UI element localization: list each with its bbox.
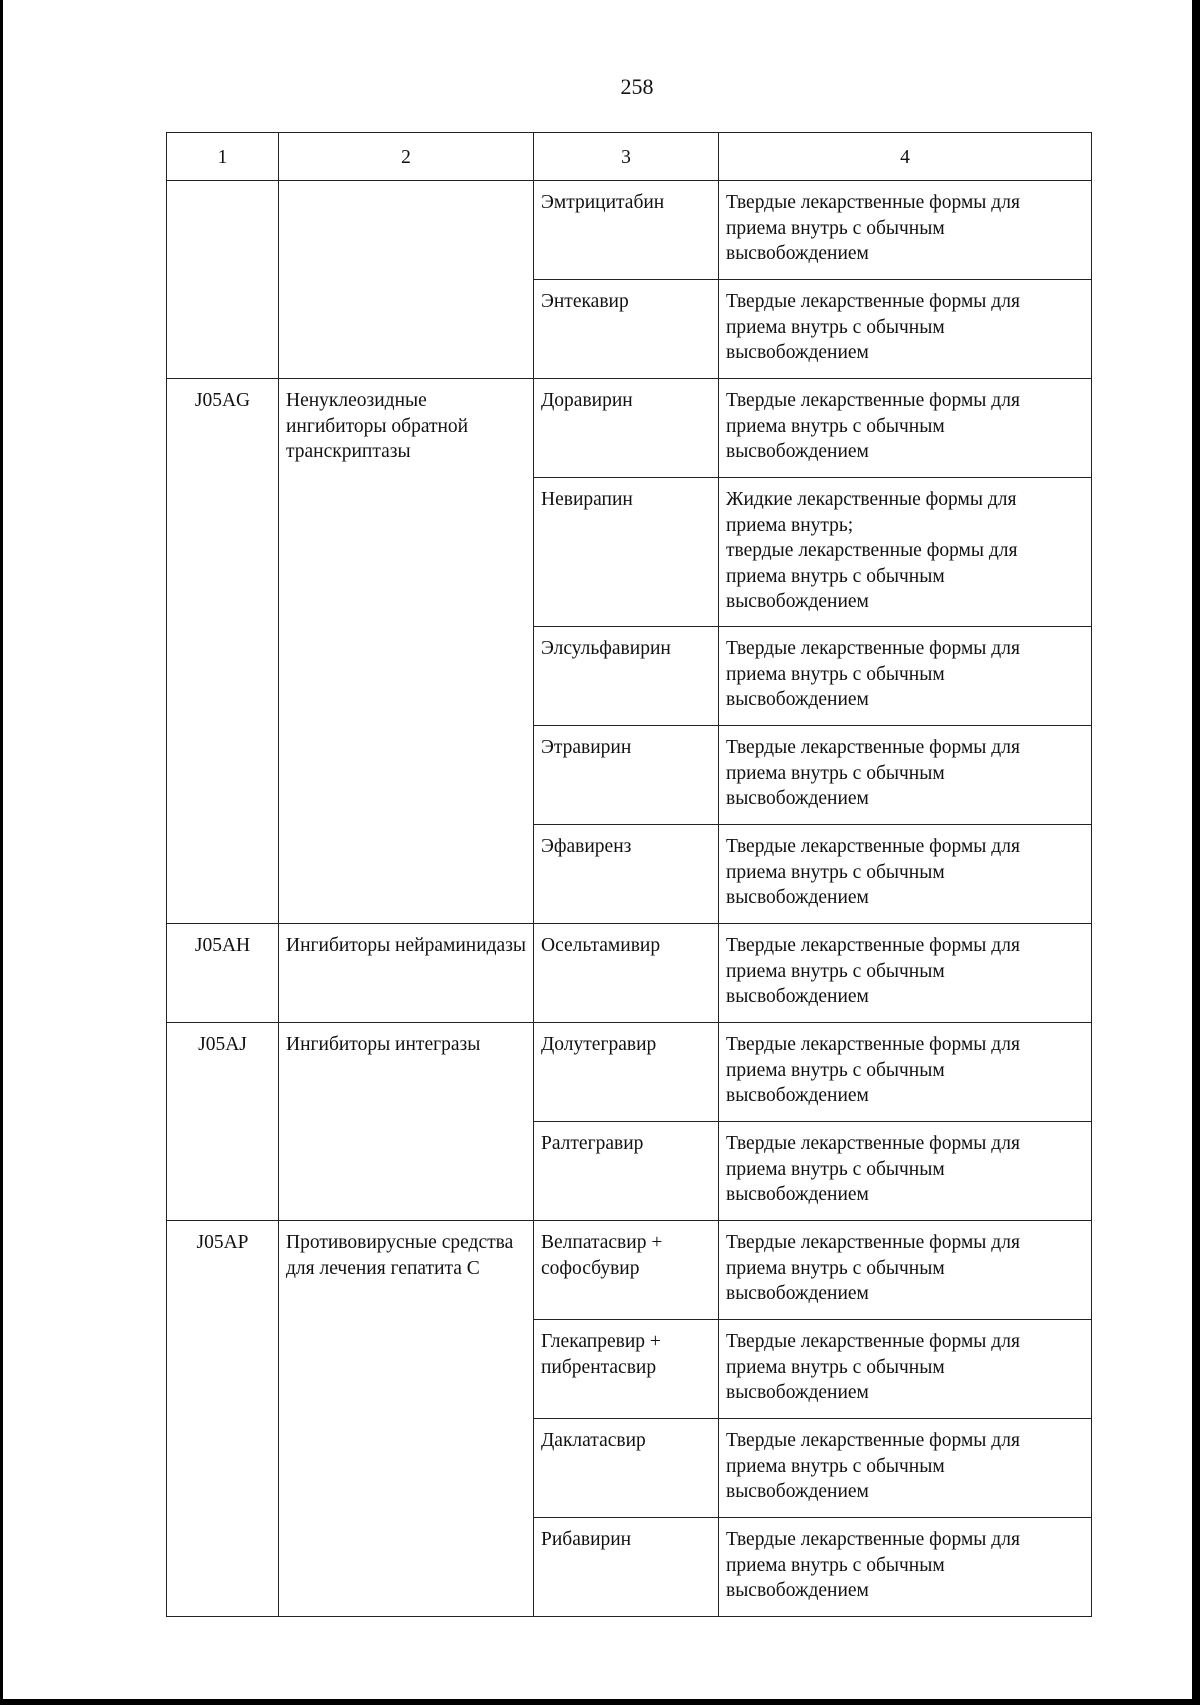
dosage-form-cell xyxy=(719,280,1092,379)
dosage-form-line: высвобождением xyxy=(726,1283,869,1304)
drug-name-cell: Доравирин xyxy=(534,379,719,478)
dosage-form-line: приема внутрь с обычным xyxy=(726,1059,945,1081)
dosage-form-line: высвобождением xyxy=(726,243,869,264)
drug-name-cell: Глекапревир + пибрентасвир xyxy=(534,1320,719,1419)
atc-code-cell: J05AP xyxy=(167,1221,279,1617)
dosage-form-line: приема внутрь с обычным xyxy=(726,1455,945,1477)
dosage-form-line: высвобождением xyxy=(726,441,869,462)
drug-name-cell: Рибавирин xyxy=(534,1518,719,1617)
dosage-form-line: приема внутрь с обычным xyxy=(726,217,945,239)
dosage-form-cell xyxy=(719,627,1092,726)
dosage-form-cell xyxy=(719,1518,1092,1617)
dosage-form-line: Твердые лекарственные формы для xyxy=(726,1034,1020,1055)
scan-left-edge xyxy=(0,0,3,1705)
dosage-form-line: Твердые лекарственные формы для xyxy=(726,1529,1020,1550)
dosage-form-line: высвобождением xyxy=(726,342,869,363)
scan-bottom-edge xyxy=(0,1699,1200,1705)
dosage-form-line: высвобождением xyxy=(726,689,869,710)
table-header-row xyxy=(167,133,1092,181)
dosage-form-line: Твердые лекарственные формы для xyxy=(726,390,1020,411)
drug-name-cell: Осельтамивир xyxy=(534,924,719,1023)
drug-name-cell: Ралтегравир xyxy=(534,1122,719,1221)
drug-name-cell: Велпатасвир + софосбувир xyxy=(534,1221,719,1320)
dosage-form-line: высвобождением xyxy=(726,986,869,1007)
dosage-form-line: приема внутрь с обычным xyxy=(726,415,945,437)
atc-code-cell: J05AJ xyxy=(167,1023,279,1221)
table-row xyxy=(167,181,1092,280)
header-col-1: 1 xyxy=(167,133,279,181)
dosage-form-line: приема внутрь с обычным xyxy=(726,861,945,883)
header-col-4: 4 xyxy=(719,133,1092,181)
dosage-form-line: приема внутрь с обычным xyxy=(726,663,945,685)
table-body xyxy=(167,181,1092,1617)
dosage-form-cell xyxy=(719,1023,1092,1122)
table-row xyxy=(167,924,1092,1023)
dosage-form-line: Твердые лекарственные формы для xyxy=(726,1133,1020,1154)
dosage-form-line: Твердые лекарственные формы для xyxy=(726,638,1020,659)
scan-right-edge xyxy=(1192,0,1200,1705)
atc-code-cell xyxy=(167,181,279,379)
header-col-2: 2 xyxy=(279,133,534,181)
dosage-form-line: приема внутрь; xyxy=(726,514,854,536)
dosage-form-line: Твердые лекарственные формы для xyxy=(726,737,1020,758)
group-name-cell: Противовирусные средства для лечения гепатита С xyxy=(279,1221,534,1617)
dosage-form-cell xyxy=(719,1320,1092,1419)
dosage-form-line: Жидкие лекарственные формы для xyxy=(726,489,1017,510)
dosage-form-cell xyxy=(719,1221,1092,1320)
dosage-form-line: высвобождением xyxy=(726,1184,869,1205)
group-name-cell: Ингибиторы нейраминидазы xyxy=(279,924,534,1023)
dosage-form-line: Твердые лекарственные формы для xyxy=(726,1232,1020,1253)
drug-name-cell: Даклатасвир xyxy=(534,1419,719,1518)
dosage-form-line: приема внутрь с обычным xyxy=(726,960,945,982)
drug-name-cell: Эмтрицитабин xyxy=(534,181,719,280)
dosage-form-line: Твердые лекарственные формы для xyxy=(726,1331,1020,1352)
dosage-form-cell xyxy=(719,1122,1092,1221)
dosage-form-line: приема внутрь с обычным xyxy=(726,565,945,587)
drug-table xyxy=(166,132,1092,1617)
drug-name-cell: Энтекавир xyxy=(534,280,719,379)
dosage-form-line: высвобождением xyxy=(726,887,869,908)
dosage-form-cell xyxy=(719,924,1092,1023)
header-col-3: 3 xyxy=(534,133,719,181)
dosage-form-cell xyxy=(719,825,1092,924)
drug-name-cell: Долутегравир xyxy=(534,1023,719,1122)
dosage-form-cell xyxy=(719,478,1092,627)
dosage-form-cell xyxy=(719,1419,1092,1518)
dosage-form-line: Твердые лекарственные формы для xyxy=(726,291,1020,312)
dosage-form-line: высвобождением xyxy=(726,1481,869,1502)
group-name-cell xyxy=(279,181,534,379)
dosage-form-line: высвобождением xyxy=(726,1580,869,1601)
dosage-form-line: Твердые лекарственные формы для xyxy=(726,836,1020,857)
dosage-form-cell xyxy=(719,726,1092,825)
dosage-form-line: приема внутрь с обычным xyxy=(726,1554,945,1576)
drug-name-cell: Эфавиренз xyxy=(534,825,719,924)
table-row xyxy=(167,1023,1092,1122)
dosage-form-cell xyxy=(719,379,1092,478)
drug-name-cell: Элсульфавирин xyxy=(534,627,719,726)
dosage-form-line: приема внутрь с обычным xyxy=(726,1356,945,1378)
dosage-form-line: высвобождением xyxy=(726,1382,869,1403)
atc-code-cell: J05AH xyxy=(167,924,279,1023)
group-name-cell: Ингибиторы интегразы xyxy=(279,1023,534,1221)
dosage-form-line: Твердые лекарственные формы для xyxy=(726,192,1020,213)
dosage-form-line: твердые лекарственные формы для xyxy=(726,540,1018,561)
group-name-cell: Ненуклеозидные ингибиторы обратной транскриптазы xyxy=(279,379,534,924)
drug-name-cell: Невирапин xyxy=(534,478,719,627)
dosage-form-cell xyxy=(719,181,1092,280)
dosage-form-line: приема внутрь с обычным xyxy=(726,1158,945,1180)
dosage-form-line: приема внутрь с обычным xyxy=(726,1257,945,1279)
table-row xyxy=(167,379,1092,478)
dosage-form-line: приема внутрь с обычным xyxy=(726,316,945,338)
dosage-form-line: высвобождением xyxy=(726,788,869,809)
table-row xyxy=(167,1221,1092,1320)
dosage-form-line: высвобождением xyxy=(726,591,869,612)
dosage-form-line: приема внутрь с обычным xyxy=(726,762,945,784)
dosage-form-line: высвобождением xyxy=(726,1085,869,1106)
drug-name-cell: Этравирин xyxy=(534,726,719,825)
atc-code-cell: J05AG xyxy=(167,379,279,924)
dosage-form-line: Твердые лекарственные формы для xyxy=(726,935,1020,956)
dosage-form-line: Твердые лекарственные формы для xyxy=(726,1430,1020,1451)
page-number: 258 xyxy=(620,74,654,99)
